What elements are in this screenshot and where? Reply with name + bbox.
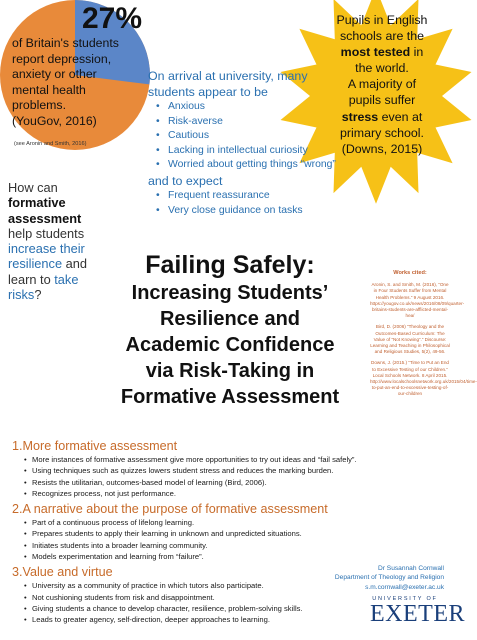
stat-description [12,36,144,129]
arrival-item: • Cautious [158,129,348,144]
citation: Aronin, S. and Smith, M. (2016), “One in Four Students Suffer from Mental Health Problems.” 9 August 2016. https://yougov.co.uk/news/2016/08/09/quarter-britains-students-are-afflicted-mental-hea/ [370,282,465,319]
section-item: • Using techniques such as quizzes lowers student stress and reduces the marking burden. [24,465,442,476]
arrival-item: • Anxious [158,100,348,115]
question-line: increase their [8,241,85,257]
section-item: • University as a community of practice in which tutors also participate. [24,580,442,591]
stat-line: (YouGov, 2016) [12,113,97,128]
star-line: (Downs, 2015) [341,141,423,156]
stat-source: (see Aronin and Smith, 2016) [14,141,87,147]
question-line: resilience and [8,256,87,272]
arrival-list [148,100,348,173]
works-cited-heading: Works cited: [393,270,427,276]
question-line: assessment [8,210,82,226]
section-item: • Resists the utilitarian, outcomes-based model of learning (Bird, 2006). [24,477,442,488]
section-heading: 3.Value and virtue [12,565,113,580]
arrival-item: • Worried about getting things “wrong” [158,158,348,173]
citation: Bird, D. (2006) “Theology and the Outcomes-Based Curriculum: The Value of “Not Knowing”.” Discourse: Learning and Teaching in Philosophical and Religious Studies, 5(2), 49-56. [370,324,450,355]
title-sub-line: Academic Confidence [125,334,335,356]
arrival-heading-1: On arrival at university, many [148,69,308,83]
star-line: pupils suffer [348,93,416,108]
question-line: help students [8,225,85,241]
section-heading: 2.A narrative about the purpose of formative assessment [12,502,328,517]
expect-item: • Frequent reassurance [158,189,348,204]
section-item: • Models experimentation and learning from “failure”. [24,551,442,562]
title-sub-line: Formative Assessment [120,386,340,408]
arrival-item: • Risk-averse [158,115,348,130]
star-line: stress even at [341,109,423,124]
author-name: Dr Susannah Cornwall [378,565,444,572]
contact-info [312,564,444,592]
stat-line: problems. [12,98,66,112]
logo-top-text: UNIVERSITY OF [372,596,438,602]
star-line: A majority of [347,77,417,92]
stat-percentage: 27% [82,2,143,35]
section-list [12,454,442,499]
question-line: How can [8,180,58,195]
question-line: learn to take [8,271,79,287]
section-heading: 1.More formative assessment [12,439,178,453]
department: Department of Theology and Religion [334,574,444,582]
arrival-section [148,68,348,218]
arrival-item: • Lacking in intellectual curiosity [158,144,348,159]
section-item: • More instances of formative assessment give more opportunities to try out ideas and “fail safely”. [24,454,442,465]
section-item: • Prepares students to apply their learning in unknown and unpredicted situations. [24,528,442,539]
works-cited [370,270,477,403]
section-item: • Recognizes process, not just performance. [24,488,442,499]
question-line: formative [8,195,66,211]
star-line: the world. [355,61,409,76]
section-item: • Not cushioning students from risk and disappointment. [24,592,442,603]
section-item: • Part of a continuous process of lifelong learning. [24,517,442,528]
stat-line: mental health [12,82,86,97]
section-item: • Initiates students into a broader learning community. [24,540,442,551]
question-line: risks? [8,287,42,303]
arrival-heading-2: students appear to be [148,85,268,99]
title-sub-line: via Risk-Taking in [145,360,315,382]
stat-line: of Britain's students [12,36,119,50]
star-line: schools are the [339,29,425,44]
arrival-heading-3: and to expect [148,173,223,188]
expect-list [148,189,348,218]
stat-line: anxiety or other [12,67,97,81]
star-line: primary school. [339,125,424,140]
star-line: most tested in [340,45,424,60]
section-list [12,517,442,562]
title-sub-line: Resilience and [159,308,301,330]
title-sub-line: Increasing Students’ [131,282,329,304]
star-line: Pupils in English [336,13,428,27]
logo-main-text: EXETER [370,601,465,627]
email-link[interactable]: s.m.cornwall@exeter.ac.uk [365,583,444,591]
stat-line: report depression, [12,51,112,66]
section-item: • Giving students a chance to develop character, resilience, problem-solving skills. [24,603,442,614]
title-main: Failing Safely: [145,251,315,279]
citation: Downs, J. (2015.) “Time to Put an End to Excessive Testing of our Children.” Local Schools Network. 8 April 2015. http://www.localschoolsnetwork.org.uk/2015/04/time-to-put-an-end-to-excessive-testing-of-our-children [370,360,477,397]
poster-title [90,250,370,410]
section-item: • Leads to greater agency, self-direction, deeper approaches to learning. [24,614,442,625]
university-logo [348,596,465,634]
expect-item: • Very close guidance on tasks [158,204,348,219]
